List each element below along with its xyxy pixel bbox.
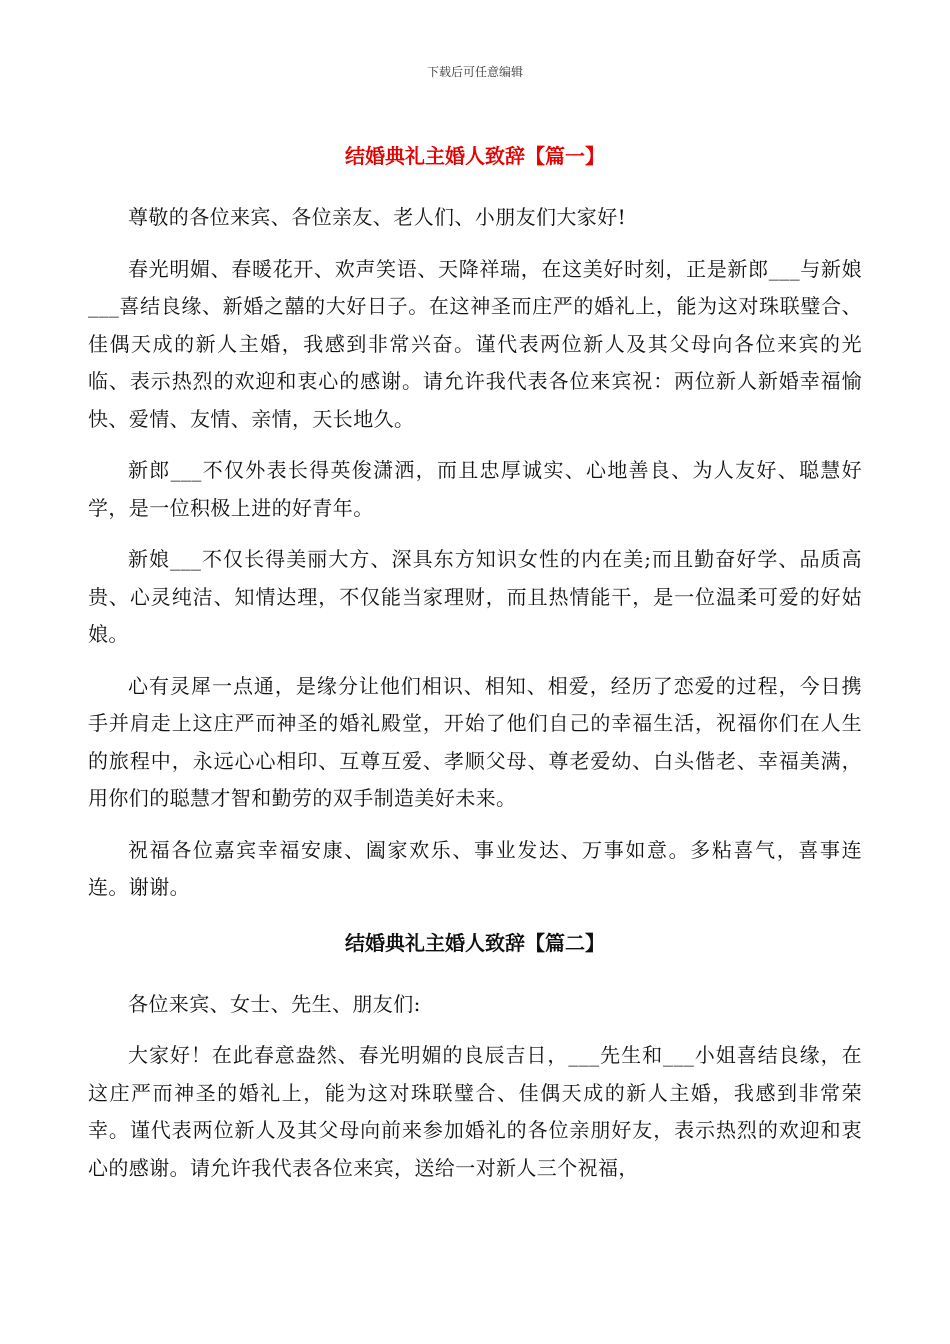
paragraph: 春光明媚、春暖花开、欢声笑语、天降祥瑞，在这美好时刻，正是新郎___与新娘___喜结良缘、新婚之囍的大好日子。在这神圣而庄严的婚礼上，能为这对珠联璧合、佳偶天成的新人主婚，我感到非常兴奋。谨代表两位新人及其父母向各位来宾的光临、表示热烈的欢迎和衷心的感谢。请允许我代表各位来宾祝：两位新人新婚幸福愉快、爱情、友情、亲情，天长地久。 [88,256,862,431]
paragraph: 各位来宾、女士、先生、朋友们: [128,991,421,1016]
paragraph: 尊敬的各位来宾、各位亲友、老人们、小朋友们大家好! [128,205,627,229]
document-body [88,136,862,1187]
section-title-2: 结婚典礼主婚人致辞【篇二】 [345,930,605,955]
paragraph: 大家好！在此春意盎然、春光明媚的良辰吉日，___先生和___小姐喜结良缘，在这庄严而神圣的婚礼上，能为这对珠联璧合、佳偶天成的新人主婚，我感到非常荣幸。谨代表两位新人及其父母向前来参加婚礼的各位亲朋好友，表示热烈的欢迎和衷心的感谢。请允许我代表各位来宾，送给一对新人三个祝福， [88,1043,862,1180]
paragraph: 新郎___不仅外表长得英俊潇洒，而且忠厚诚实、心地善良、为人友好、聪慧好学，是一位积极上进的好青年。 [88,458,862,520]
paragraph: 心有灵犀一点通，是缘分让他们相识、相知、相爱，经历了恋爱的过程，今日携手并肩走上这庄严而神圣的婚礼殿堂，开始了他们自己的幸福生活，祝福你们在人生的旅程中，永远心心相印、互尊互爱、孝顺父母、尊老爱幼、白头偕老、幸福美满，用你们的聪慧才智和勤劳的双手制造美好未来。 [88,673,862,810]
page-header-note: 下载后可任意编辑 [426,65,523,79]
paragraph: 新娘___不仅长得美丽大方、深具东方知识女性的内在美;而且勤奋好学、品质高贵、心灵纯洁、知情达理，不仅能当家理财，而且热情能干，是一位温柔可爱的好姑娘。 [88,547,862,646]
paragraph: 祝福各位嘉宾幸福安康、阖家欢乐、事业发达、万事如意。多粘喜气，喜事连连。谢谢。 [88,837,862,899]
section-title-1: 结婚典礼主婚人致辞【篇一】 [345,144,605,168]
